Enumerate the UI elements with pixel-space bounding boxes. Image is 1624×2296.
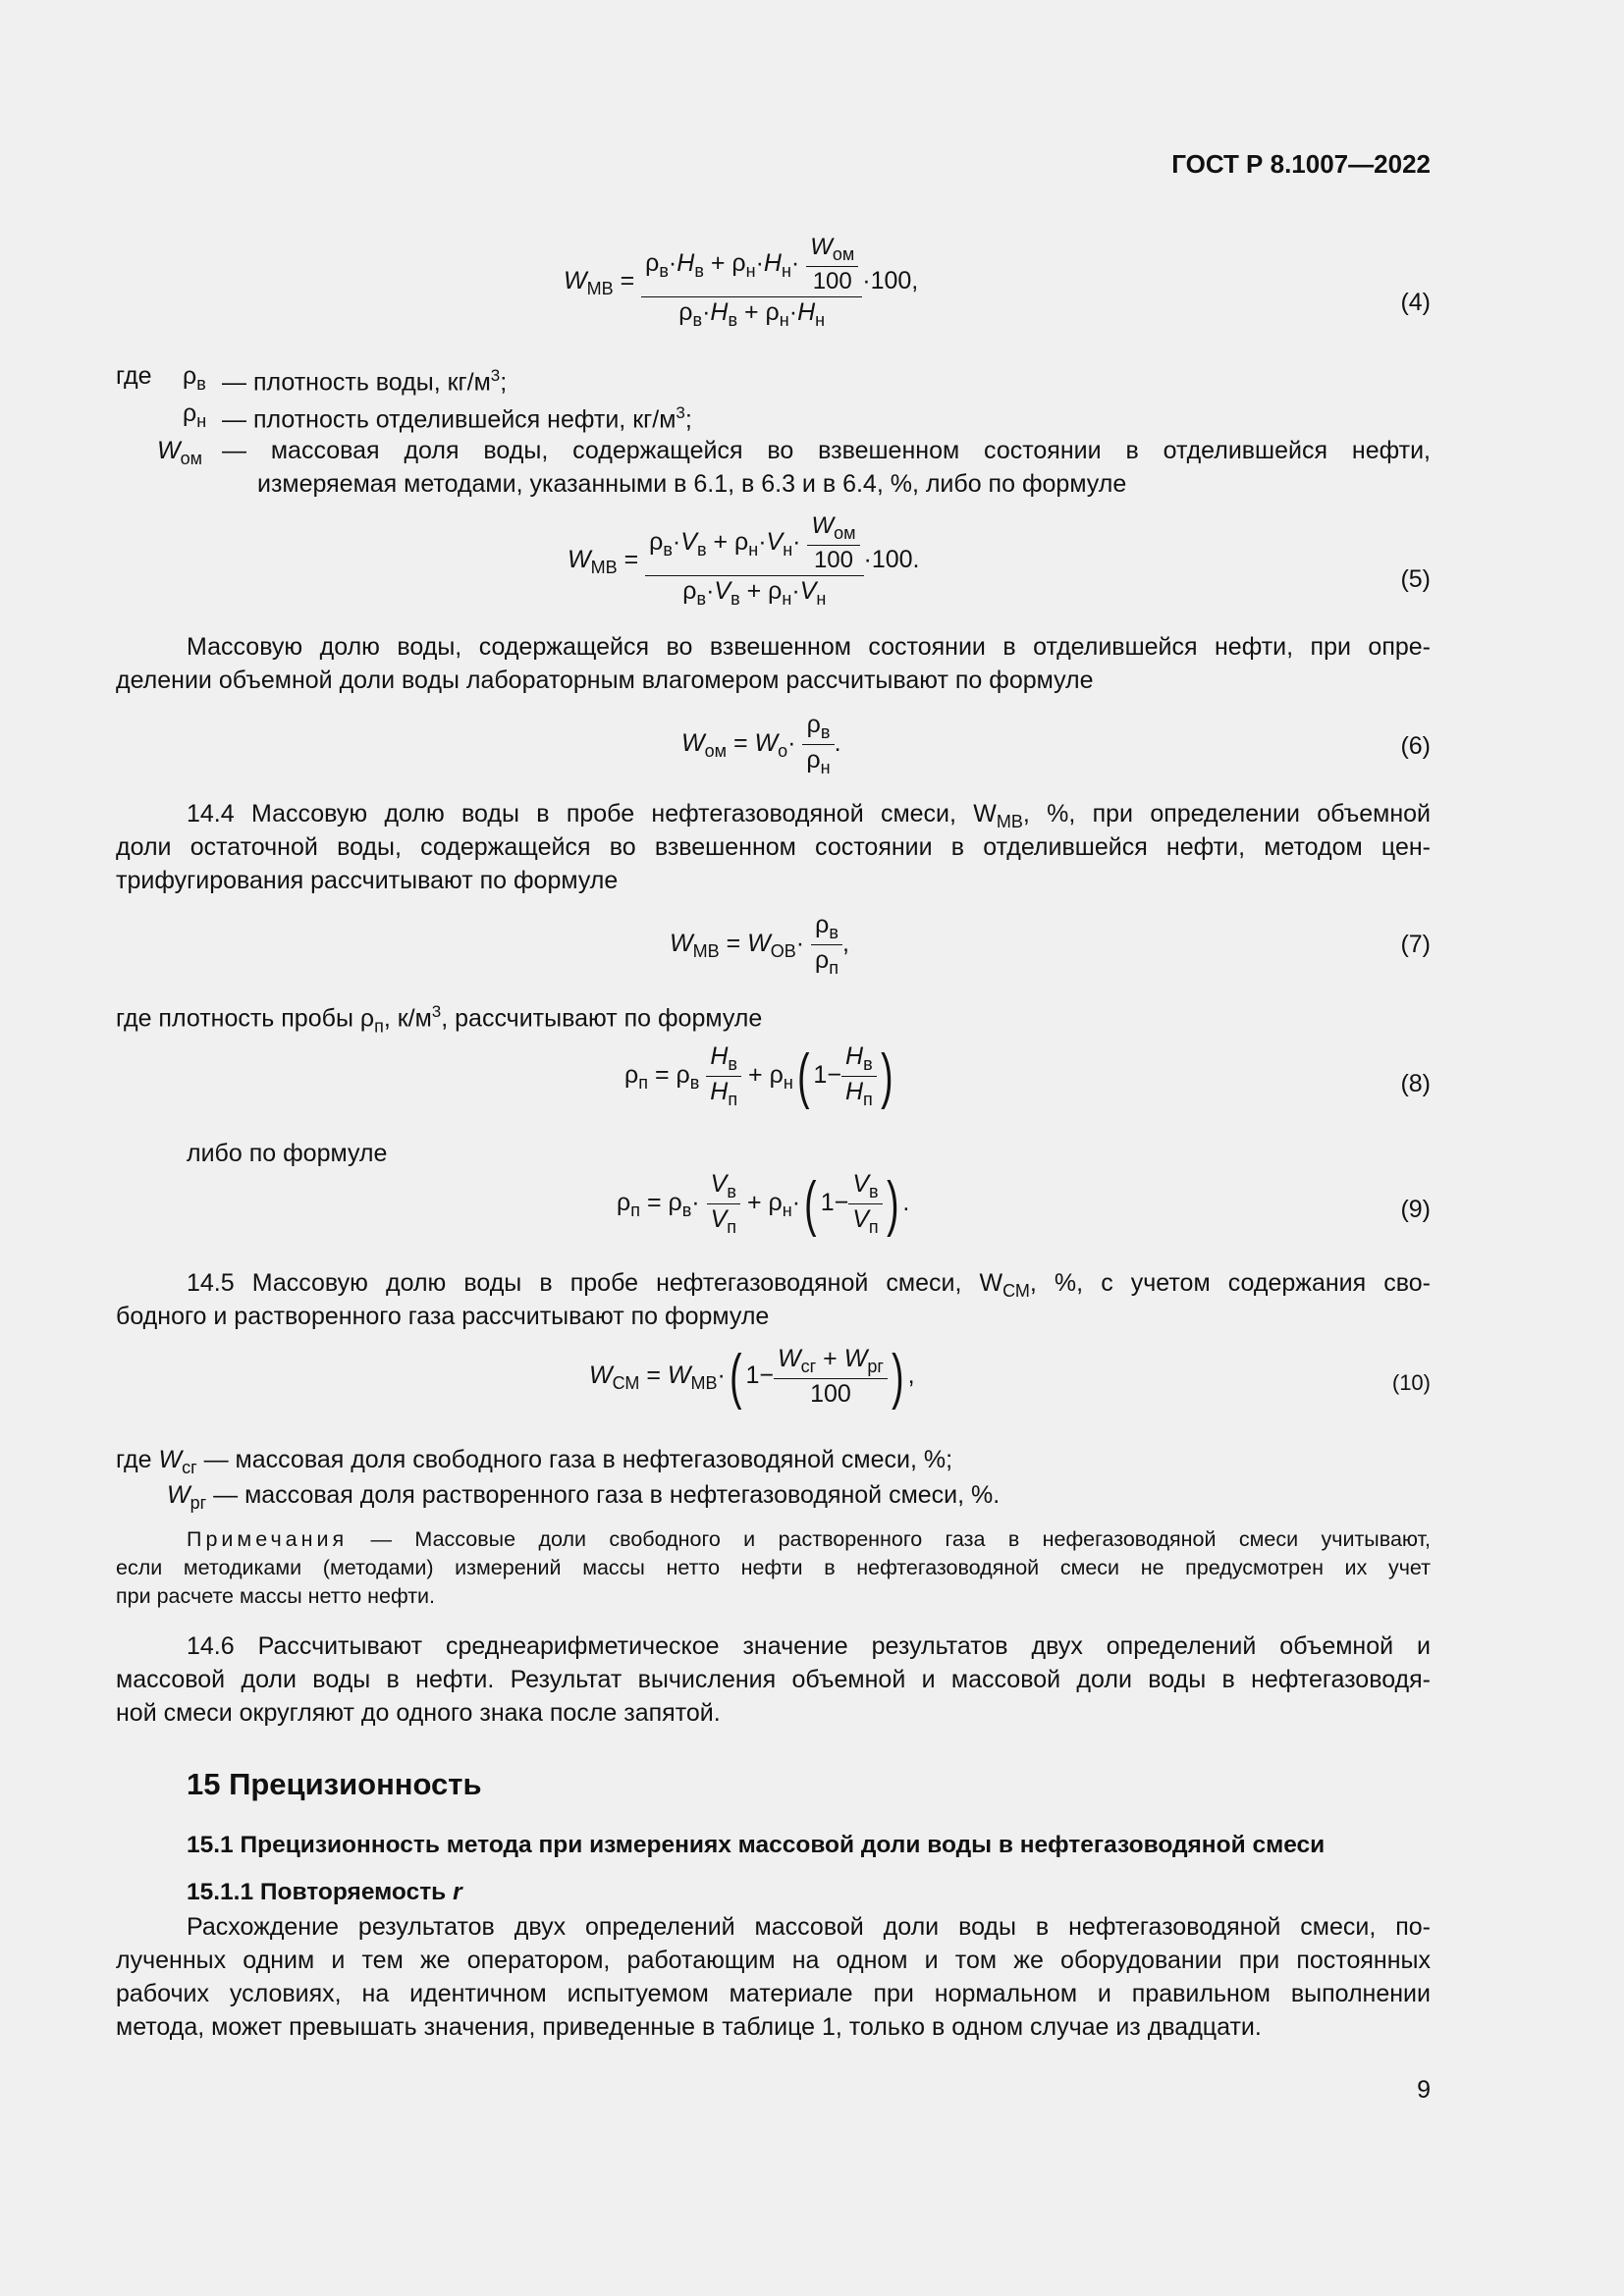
- formula-5: $W_{МВ}$ = $\rho_в\cdot V_в + \rho_н\cdot V_н\cdot$ $\frac{W_{ом}}{100}$ $\rho_в\cdot V_в + \rho_н\cdot V_н$ ·100.: [568, 512, 920, 609]
- formula-9: $\rho_п = \rho_в\cdot$ $\frac{V_в}{V_п}$ + $\rho_н\cdot$( 1− $\frac{V_в}{V_п}$ ) .: [617, 1169, 910, 1238]
- section-15-para-line4: метода, может превышать значения, приведенные в таблице 1, только в одном случае из двадцати.: [116, 2013, 1262, 2041]
- paragraph-14-6-line2: массовой доли воды в нефти. Результат вычисления объемной и массовой доли воды в нефтегазоводя-: [116, 1666, 1431, 1693]
- paragraph-14-5-line1: 14.5 Массовую долю воды в пробе нефтегазоводяной смеси, $W_{СМ}$, %, с учетом содержания сво-: [187, 1269, 1432, 1301]
- note-label: Примечания: [187, 1527, 349, 1551]
- note-line1: Примечания — Массовые доли свободного и растворенного газа в нефегазоводяной смеси учитывают,: [187, 1527, 1431, 1551]
- section-15-1-title: 15.1 Прецизионность метода при измерениях массовой доли воды в нефтегазоводяной смеси: [187, 1832, 1326, 1858]
- def-rho-v-text: — плотность воды, $кг/м^3$;: [222, 366, 508, 397]
- density-line: где плотность пробы $\rho_п$, $к/м^3$, рассчитывают по формуле: [116, 1002, 763, 1037]
- where-label: где: [116, 362, 152, 390]
- note-line2: если методиками (методами) измерений массы нетто нефти в нефтегазоводяной смеси не предусмотрен их учет: [116, 1556, 1431, 1579]
- formula-7: $W_{МВ} = W_{ОВ}\cdot$ $\frac{\rho_в}{\rho_п}$ ,: [670, 911, 849, 978]
- def-rho-v-symbol: $\rho_в$: [183, 362, 206, 394]
- paragraph-om-line2: делении объемной доли воды лабораторным влагомером рассчитывают по формуле: [116, 667, 1094, 694]
- paragraph-14-4-line1: 14.4 Массовую долю воды в пробе нефтегазоводяной смеси, $W_{МВ}$, %, при определении объемной: [187, 800, 1431, 831]
- section-15-para-line3: рабочих условиях, на идентичном испытуемом материале при нормальном и правильном выполнении: [116, 1980, 1431, 2007]
- paragraph-14-4-line2: доли остаточной воды, содержащейся во взвешенном состоянии в отделившейся нефти, методом цен-: [116, 833, 1431, 861]
- formula-6: $W_{ом} = W_о\cdot$ $\frac{\rho_в}{\rho_н}$ .: [681, 711, 841, 777]
- equation-number-5: (5): [1400, 565, 1431, 593]
- page-number: 9: [1417, 2076, 1431, 2104]
- def-w-om-symbol: $W_{ом}$: [157, 437, 202, 468]
- def-rho-n-symbol: $\rho_н$: [183, 400, 207, 431]
- equation-number-7: (7): [1400, 931, 1431, 958]
- section-15-para-line2: лученных одним и тем же оператором, работающим на одном и том же оборудовании при постоянных: [116, 1947, 1431, 1974]
- section-15-1-1-title: 15.1.1 Повторяемость r: [187, 1879, 462, 1905]
- def-w-sg: где $W_{сг}$ — массовая доля свободного газа в нефтегазоводяной смеси, %;: [116, 1446, 953, 1477]
- equation-number-10: (10): [1391, 1370, 1431, 1395]
- section-15-para-line1: Расхождение результатов двух определений массовой доли воды в нефтегазоводяной смеси, по-: [187, 1913, 1431, 1941]
- document-code: ГОСТ Р 8.1007—2022: [1171, 149, 1431, 179]
- def-w-rg: $W_{рг}$ — массовая доля растворенного газа в нефтегазоводяной смеси, %.: [167, 1481, 1001, 1513]
- paragraph-14-6-line1: 14.6 Рассчитывают среднеарифметическое значение результатов двух определений объемной и: [187, 1632, 1431, 1660]
- equation-number-9: (9): [1400, 1196, 1431, 1223]
- formula-4: $W_{МВ}$ = $\rho_в\cdot H_в + \rho_н\cdot H_н\cdot$ $\frac{W_{ом}}{100}$ $\rho_в\cdot H_в + \rho_н\cdot H_н$ ·100,: [564, 234, 919, 330]
- paragraph-14-5-line2: бодного и растворенного газа рассчитывают по формуле: [116, 1303, 770, 1330]
- paragraph-14-6-line3: ной смеси округляют до одного знака после запятой.: [116, 1699, 721, 1727]
- equation-number-8: (8): [1400, 1070, 1431, 1097]
- def-w-om-line1: — массовая доля воды, содержащейся во взвешенном состоянии в отделившейся нефти,: [222, 437, 1431, 464]
- def-w-om-line2: измеряемая методами, указанными в 6.1, в 6.3 и в 6.4, %, либо по формуле: [257, 470, 1127, 498]
- equation-number-4: (4): [1400, 289, 1431, 316]
- section-15-title: 15 Прецизионность: [187, 1767, 482, 1801]
- formula-10: $W_{СМ} = W_{МВ}\cdot$( 1− $\frac{W_{сг} + W_{рг}}{100}$ ) ,: [589, 1342, 915, 1411]
- equation-number-6: (6): [1400, 732, 1431, 760]
- def-rho-n-text: — плотность отделившейся нефти, $кг/м^3$;: [222, 403, 692, 434]
- formula-8: $\rho_п = \rho_в$ $\frac{H_в}{H_п}$ + $\rho_н$( 1− $\frac{H_в}{H_п}$ ): [624, 1041, 893, 1110]
- or-formula-text: либо по формуле: [187, 1140, 388, 1167]
- paragraph-om-line1: Массовую долю воды, содержащейся во взвешенном состоянии в отделившейся нефти, при опре-: [187, 633, 1431, 661]
- note-line3: при расчете массы нетто нефти.: [116, 1584, 436, 1608]
- paragraph-14-4-line3: трифугирования рассчитывают по формуле: [116, 867, 619, 894]
